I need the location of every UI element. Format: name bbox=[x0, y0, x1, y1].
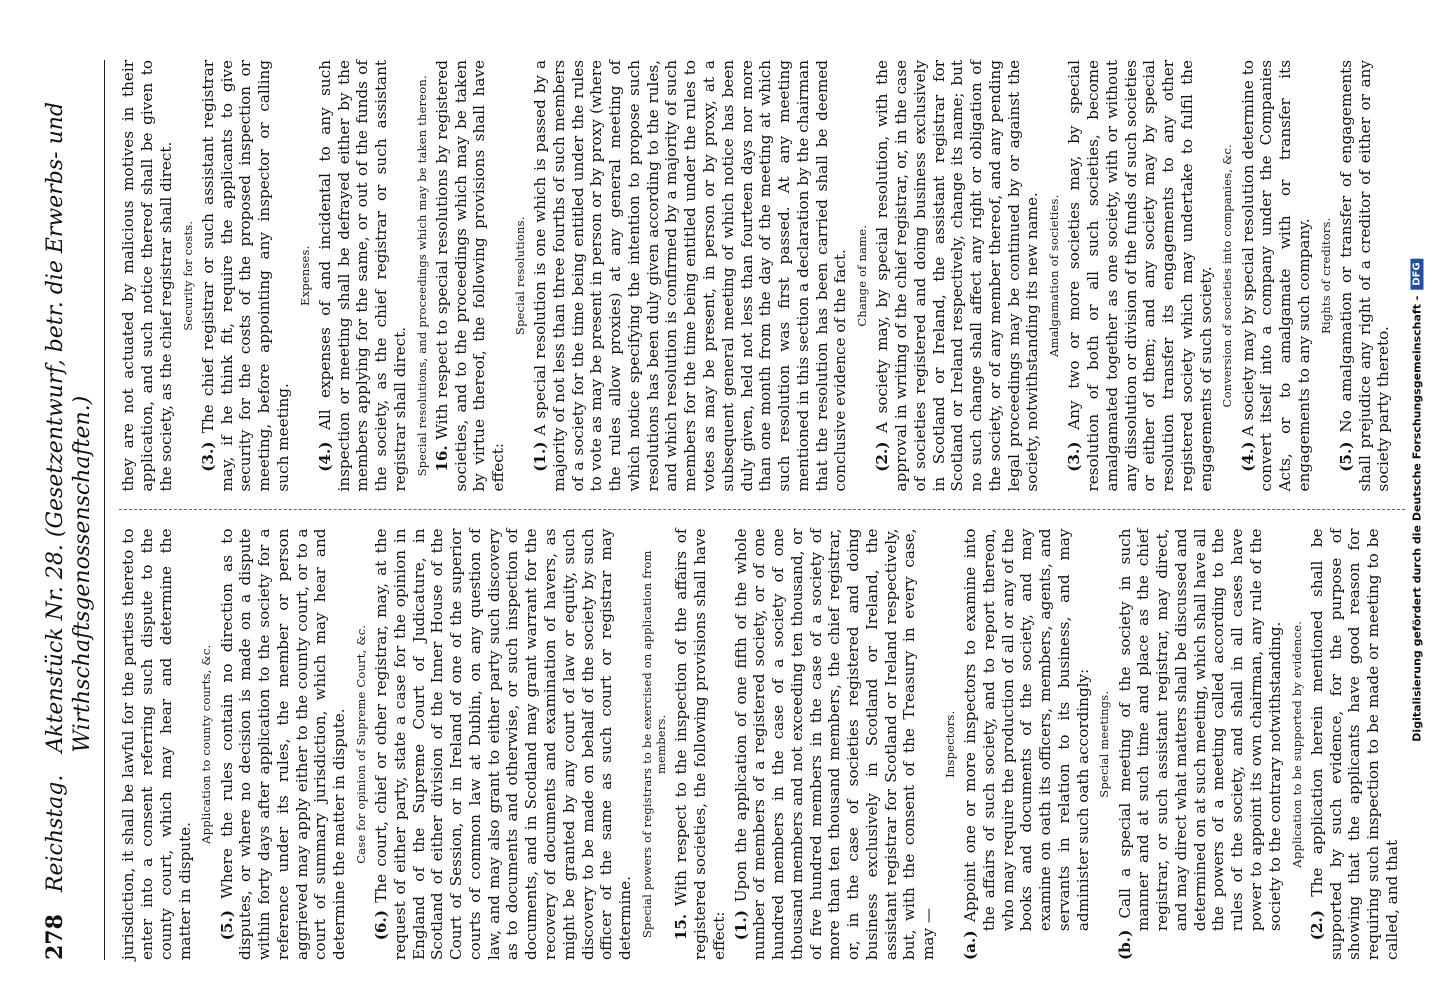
paragraph bbox=[1239, 60, 1314, 492]
marginal-heading: Rights of creditors. bbox=[1318, 217, 1333, 335]
paragraph-text: No amalgamation or transfer of engagements shall prejudice any right of a creditor of either or any society party thereto. bbox=[1336, 60, 1393, 492]
clause-number: (6.) bbox=[372, 910, 391, 941]
document-page bbox=[20, 0, 1400, 1000]
clause-number: (3.) bbox=[198, 441, 217, 472]
paragraph-text: Where the rules contain no direction as to disputes, or where no decision is made on a dispute within forty days after application to the society for a reference under its rules, the member or person aggrieved may apply either to the county court, or to a court of summary jurisdiction, which may hear and determine the matter in dispute. bbox=[217, 528, 349, 960]
clause-number: (b.) bbox=[1115, 929, 1134, 960]
marginal-heading: Special powers of registrars to be exercised on application from members. bbox=[639, 550, 669, 939]
paragraph-text: A society may by special resolution determine to convert itself into a company under the Companies Acts, or to amalgamate with or transfer its engagements to any such company. bbox=[1238, 59, 1313, 492]
left-column bbox=[119, 529, 1404, 961]
clause-number: (3.) bbox=[1065, 441, 1084, 472]
paragraph-text: The court, chief or other registrar, may, at the request of either party, state a case for the opinion in England of the Supreme Court of Judicature, in Scotland of either division of the Inner House of the Court of Session, or in Ireland of one of the superior courts of common law at Dublin, on any question of law, and may also grant to either party such discovery as to documents and otherwise, or such inspection of documents, and in Scotland may grant warrant for the recovery of documents and examination of havers, as might be granted by any court of law or equity, such discovery to be made on behalf of the society by such officer of the same as such court or registrar may determine. bbox=[372, 528, 635, 960]
right-column bbox=[119, 60, 1404, 492]
paragraph-text: All expenses of and incidental to any such inspection or meeting shall be defrayed either by the members applying for the same, or out of the funds of the society, as the chief registrar or such assistant registrar shall direct. bbox=[315, 60, 409, 492]
paragraph bbox=[531, 60, 850, 492]
clause-number: (2.) bbox=[873, 441, 892, 472]
clause-number: (1.) bbox=[531, 441, 550, 472]
paragraph bbox=[873, 60, 1042, 492]
page-number: 278 bbox=[42, 914, 68, 960]
paragraph-text: The application herein mentioned shall be supported by such evidence, for the purpose of showing that the applicants have good reason for requiring such inspection to be made or meeting to be called, and that bbox=[1307, 528, 1401, 960]
marginal-heading: Special resolutions, and proceedings which may be taken thereon. bbox=[414, 75, 429, 477]
clause-number: (5.) bbox=[217, 910, 236, 941]
paragraph bbox=[1065, 60, 1215, 492]
marginal-heading: Conversion of societies into companies, &c. bbox=[1220, 143, 1235, 408]
marginal-heading: Special meetings. bbox=[1097, 690, 1112, 798]
paragraph-text: With respect to the inspection of the affairs of registered societies, the following provisions shall have effect: bbox=[672, 528, 728, 960]
paragraph bbox=[316, 60, 410, 492]
clause-number: (a.) bbox=[961, 930, 980, 960]
clause-number: (2.) bbox=[1307, 910, 1326, 941]
paragraph bbox=[119, 60, 175, 492]
marginal-heading: Expenses. bbox=[297, 245, 312, 307]
column-divider bbox=[119, 510, 1404, 511]
paragraph bbox=[119, 529, 194, 961]
marginal-heading: Inspectors. bbox=[942, 710, 957, 778]
paragraph-text: The chief registrar or such assistant registrar may, if he think fit, require the applicants to give security for the costs of the proposed inspection or meeting, before appointing any inspector or calling such meeting. bbox=[198, 59, 292, 492]
marginal-heading: Amalgamation of societies. bbox=[1047, 194, 1062, 357]
paragraph bbox=[372, 529, 635, 961]
paragraph bbox=[1308, 529, 1402, 961]
clause-number: (4.) bbox=[1238, 441, 1257, 472]
sub-clause bbox=[1116, 529, 1285, 961]
running-head bbox=[42, 60, 105, 960]
sub-clause bbox=[961, 529, 1092, 961]
clause-number: 16. bbox=[432, 445, 451, 472]
paragraph-text: Upon the application of one fifth of the whole number of members of a registered society, or of one hundred members in the case of a society of one thousand members and not exceeding ten thousand, or of five hundred members in the case of a society of more than ten thousand members, the chief registrar, or, in the case of societies registered and doing business exclusively in Scotland or Ireland, the assistant registrar for Scotland or Ireland respectively, but, with the consent of the Treasury in every case, may — bbox=[731, 528, 938, 960]
digitization-text: Digitalisierung gefördert durch die Deutsche Forschungsgemeinschaft - bbox=[1410, 295, 1424, 742]
marginal-heading: Application to county courts, &c. bbox=[199, 644, 214, 844]
paragraph bbox=[672, 529, 728, 961]
marginal-heading: Security for costs. bbox=[180, 220, 195, 331]
paragraph-text: With respect to special resolutions by registered societies, and to the proceedings which may be taken by virtue thereof, the following provisions shall have effect: bbox=[432, 60, 508, 492]
marginal-heading: Special resolutions. bbox=[512, 216, 527, 336]
paragraph-text: Call a special meeting of the society in such manner and at such time and place as the chief registrar, or such assistant registrar, may direct, and may direct what matters shall be discussed and determined on at such meeting, which shall have all the powers of a meeting called according to the rules of the society, and shall in all cases have power to appoint its own chairman, any rule of the society to the contrary notwithstanding. bbox=[1115, 528, 1284, 932]
paragraph bbox=[218, 529, 349, 961]
paragraph-text: they are not actuated by malicious motives in their application, and such notice thereof shall be given to the society, as the chief registrar shall direct. bbox=[119, 60, 175, 492]
text-columns bbox=[119, 60, 1404, 960]
clause-number: (1.) bbox=[731, 910, 750, 941]
running-head-left: Reichstag. bbox=[43, 774, 68, 893]
marginal-heading: Change of name. bbox=[855, 224, 870, 327]
paragraph-text: A special resolution is one which is passed by a majority of not less than three fourths of such members of a society for the time being entitled under the rules to vote as may be present in person or by proxy (where the rules allow proxies) at any general meeting of which notice specifying the intention to propose such resolutions has been duly given according to the rules, and which resolution is confirmed by a majority of such members for the time being entitled under the rules to votes as may be present, in person or by proxy, at a subsequent general meeting of which notice has been duly given, held not less than fourteen days nor more than one month from the day of the meeting at which such resolution was first passed. At any meeting mentioned in this section a declaration by the chairman that the resolution has been carried shall be deemed conclusive evidence of the fact. bbox=[531, 60, 850, 492]
clause-number: (5.) bbox=[1336, 441, 1355, 472]
dfg-logo: DFG bbox=[1411, 258, 1424, 289]
paragraph-text: Any two or more societies may, by special resolution of both or all such societies, become amalgamated together as one society, with or without any dissolution or division of the funds of such societies or either of them; and any society may by special resolution transfer its engagements to any other registered society which may undertake to fulfil the engagements of such society. bbox=[1065, 59, 1215, 492]
paragraph-text: jurisdiction, it shall be lawful for the parties thereto to enter into a consent referring such dispute to the county court, which may hear and determine the matter in dispute. bbox=[119, 528, 194, 960]
paragraph bbox=[433, 60, 508, 492]
paragraph-text: Appoint one or more inspectors to examine into the affairs of such society, and to report thereon, who may require the production of all or any of the books and documents of the society, and may examine on oath its officers, members, agents, and servants in relation to its business, and may administer such oath accordingly: bbox=[961, 528, 1092, 932]
running-head-right: Aktenstück Nr. 28. (Gesetzentwurf, betr. die Erwerbs- und Wirthschaftsgenossenschaften.) bbox=[43, 101, 96, 753]
paragraph-text: A society may, by special resolution, with the approval in writing of the chief registrar, or, in the case of societies registered and doing business exclusively in Scotland or Ireland, the assistant registrar for Scotland or Ireland respectively, change its name; but no such change shall affect any right or obligation of the society, or of any member thereof, and any pending legal proceedings may be continued by or against the society, notwithstanding its new name. bbox=[873, 60, 1042, 492]
marginal-heading: Application to be supported by evidence. bbox=[1289, 620, 1304, 868]
clause-number: (4.) bbox=[315, 441, 334, 472]
paragraph bbox=[732, 529, 938, 961]
paragraph bbox=[1337, 60, 1393, 492]
marginal-heading: Case for opinion of Supreme Court, &c. bbox=[353, 624, 368, 864]
paragraph bbox=[199, 60, 293, 492]
clause-number: 15. bbox=[672, 913, 691, 941]
digitization-note bbox=[1406, 8, 1428, 992]
